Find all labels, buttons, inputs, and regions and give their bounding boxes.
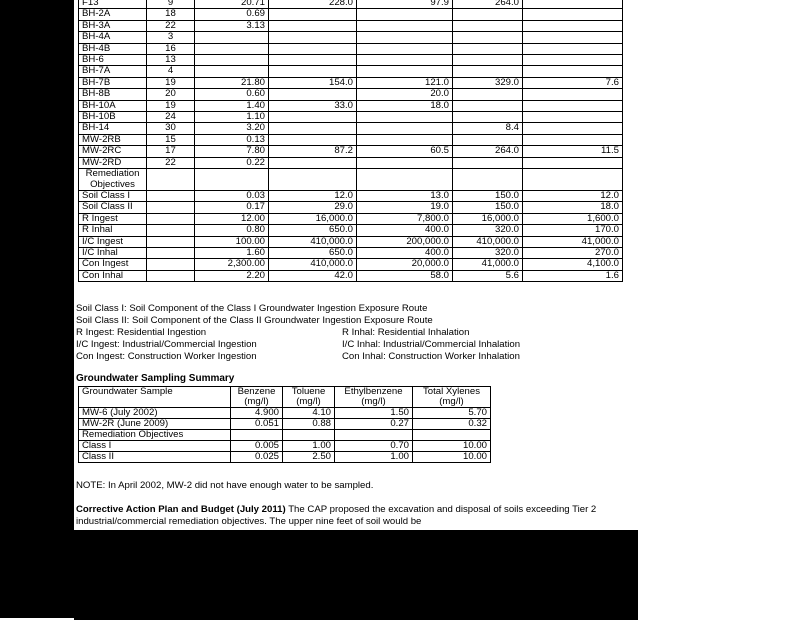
table-cell: 10.00: [413, 452, 491, 463]
header-cell: Total Xylenes (mg/l): [413, 387, 491, 408]
scan-border-left: [0, 0, 74, 618]
remediation-objectives-row: [79, 169, 623, 191]
table-cell: 0.32: [413, 419, 491, 430]
table-cell: [523, 123, 623, 134]
table-cell: 170.0: [523, 225, 623, 236]
table-cell: 4: [147, 66, 195, 77]
objective-row: [79, 190, 623, 201]
table-cell: [453, 32, 523, 43]
table-cell: [453, 169, 523, 191]
table-cell: R Ingest: [79, 213, 147, 224]
table-cell: 121.0: [357, 77, 453, 88]
objective-row: [79, 213, 623, 224]
table-cell: [453, 9, 523, 20]
table-cell: [523, 100, 623, 111]
table-cell: [357, 157, 453, 168]
objective-row: [79, 202, 623, 213]
soil-sample-row: [79, 157, 623, 168]
table-cell: 8.4: [453, 123, 523, 134]
table-cell: 2,300.00: [195, 259, 269, 270]
table-cell: 400.0: [357, 225, 453, 236]
table-cell: [523, 9, 623, 20]
table-cell: 5.6: [453, 270, 523, 281]
table-cell: [335, 430, 413, 441]
table-cell: BH-6: [79, 55, 147, 66]
cap-title: Corrective Action Plan and Budget (July 2011): [76, 504, 286, 515]
table-cell: [523, 0, 623, 9]
table-cell: 42.0: [269, 270, 357, 281]
table-cell: 20,000.0: [357, 259, 453, 270]
table-cell: 0.70: [335, 441, 413, 452]
soil-sample-row: [79, 0, 623, 9]
soil-sample-row: [79, 89, 623, 100]
table-cell: 20.0: [357, 89, 453, 100]
table-cell: 12.0: [269, 190, 357, 201]
groundwater-row: [79, 441, 491, 452]
table-cell: F13: [79, 0, 147, 9]
table-cell: [357, 20, 453, 31]
table-cell: 1.00: [283, 441, 335, 452]
table-cell: 18.0: [523, 202, 623, 213]
table-cell: 270.0: [523, 247, 623, 258]
table-cell: [269, 43, 357, 54]
legend-line: I/C Inhal: Industrial/Commercial Inhalation: [342, 339, 521, 350]
table-cell: Soil Class II: [79, 202, 147, 213]
table-cell: BH-3A: [79, 20, 147, 31]
table-cell: [357, 123, 453, 134]
cap-text: The CAP proposed the excavation and disposal of soils exceeding Tier 2 industrial/commercial remediation objectives. The upper nine feet of soil would be: [76, 504, 597, 527]
table-cell: 0.005: [231, 441, 283, 452]
table-cell: [147, 225, 195, 236]
table-cell: [523, 89, 623, 100]
objective-row: [79, 259, 623, 270]
table-cell: 20.71: [195, 0, 269, 9]
note-text: NOTE: In April 2002, MW-2 did not have enough water to be sampled.: [76, 480, 374, 491]
soil-sample-row: [79, 66, 623, 77]
table-cell: 19: [147, 100, 195, 111]
legend-line: R Ingest: Residential Ingestion: [76, 327, 207, 338]
table-cell: 24: [147, 112, 195, 123]
legend-line: Con Inhal: Construction Worker Inhalation: [342, 351, 520, 362]
table-cell: [453, 43, 523, 54]
table-cell: [523, 20, 623, 31]
table-cell: [269, 9, 357, 20]
table-cell: [195, 55, 269, 66]
table-cell: 41,000.0: [453, 259, 523, 270]
table-cell: 18: [147, 9, 195, 20]
table-cell: Remediation Objectives: [79, 430, 231, 441]
soil-sample-row: [79, 55, 623, 66]
table-cell: [357, 9, 453, 20]
table-cell: 0.03: [195, 190, 269, 201]
table-cell: 10.00: [413, 441, 491, 452]
table-cell: [269, 20, 357, 31]
table-cell: Con Inhal: [79, 270, 147, 281]
table-cell: [147, 259, 195, 270]
table-cell: [195, 43, 269, 54]
table-cell: 400.0: [357, 247, 453, 258]
table-cell: MW-2RC: [79, 146, 147, 157]
table-cell: 11.5: [523, 146, 623, 157]
objective-row: [79, 236, 623, 247]
soil-sample-row: [79, 100, 623, 111]
table-cell: 13.0: [357, 190, 453, 201]
table-cell: BH-7A: [79, 66, 147, 77]
table-cell: [269, 123, 357, 134]
table-cell: 410,000.0: [269, 236, 357, 247]
table-cell: [269, 112, 357, 123]
legend-line: Con Ingest: Construction Worker Ingestion: [76, 351, 257, 362]
soil-sample-row: [79, 77, 623, 88]
table-cell: 200,000.0: [357, 236, 453, 247]
table-cell: 320.0: [453, 247, 523, 258]
table-cell: 60.5: [357, 146, 453, 157]
table-cell: Class I: [79, 441, 231, 452]
table-cell: [523, 169, 623, 191]
table-cell: [357, 55, 453, 66]
table-cell: [523, 55, 623, 66]
table-cell: [269, 169, 357, 191]
table-cell: [357, 66, 453, 77]
table-cell: 100.00: [195, 236, 269, 247]
table-cell: [269, 134, 357, 145]
table-cell: 1.6: [523, 270, 623, 281]
soil-sample-row: [79, 134, 623, 145]
table-cell: [523, 66, 623, 77]
table-cell: [269, 66, 357, 77]
header-cell: Ethylbenzene (mg/l): [335, 387, 413, 408]
table-cell: [357, 134, 453, 145]
table-cell: [357, 169, 453, 191]
table-cell: 30: [147, 123, 195, 134]
table-cell: 5.70: [413, 408, 491, 419]
table-cell: [357, 32, 453, 43]
soil-sampling-table: [78, 0, 623, 282]
table-cell: [283, 430, 335, 441]
table-cell: [147, 236, 195, 247]
table-cell: BH-10B: [79, 112, 147, 123]
table-cell: 16,000.0: [453, 213, 523, 224]
table-cell: [147, 247, 195, 258]
table-cell: I/C Inhal: [79, 247, 147, 258]
objective-row: [79, 270, 623, 281]
table-cell: 0.025: [231, 452, 283, 463]
table-cell: 41,000.0: [523, 236, 623, 247]
table-cell: 1,600.0: [523, 213, 623, 224]
table-cell: [523, 134, 623, 145]
table-cell: R Inhal: [79, 225, 147, 236]
table-cell: 410,000.0: [269, 259, 357, 270]
table-cell: 154.0: [269, 77, 357, 88]
table-cell: [523, 112, 623, 123]
table-cell: 650.0: [269, 225, 357, 236]
table-cell: BH-8B: [79, 89, 147, 100]
soil-sample-row: [79, 20, 623, 31]
table-cell: BH-2A: [79, 9, 147, 20]
table-cell: [523, 43, 623, 54]
table-cell: BH-14: [79, 123, 147, 134]
table-cell: 97.9: [357, 0, 453, 9]
table-cell: [147, 213, 195, 224]
soil-sample-row: [79, 32, 623, 43]
table-cell: 87.2: [269, 146, 357, 157]
table-cell: 0.69: [195, 9, 269, 20]
legend-line: Soil Class I: Soil Component of the Class I Groundwater Ingestion Exposure Route: [76, 303, 428, 314]
soil-sample-row: [79, 9, 623, 20]
objective-row: [79, 247, 623, 258]
header-cell: Groundwater Sample: [79, 387, 231, 408]
table-cell: 0.88: [283, 419, 335, 430]
table-cell: 0.27: [335, 419, 413, 430]
table-cell: 12.00: [195, 213, 269, 224]
table-cell: 3.20: [195, 123, 269, 134]
soil-sample-row: [79, 123, 623, 134]
table-cell: [453, 66, 523, 77]
table-cell: [147, 190, 195, 201]
table-cell: 33.0: [269, 100, 357, 111]
header-cell: Toluene (mg/l): [283, 387, 335, 408]
table-cell: [413, 430, 491, 441]
document-page: [74, 0, 638, 530]
table-cell: 13: [147, 55, 195, 66]
table-cell: 0.22: [195, 157, 269, 168]
soil-sample-row: [79, 146, 623, 157]
table-cell: 16,000.0: [269, 213, 357, 224]
table-cell: 0.13: [195, 134, 269, 145]
table-cell: 22: [147, 20, 195, 31]
table-cell: BH-10A: [79, 100, 147, 111]
table-cell: Class II: [79, 452, 231, 463]
table-cell: 4.10: [283, 408, 335, 419]
table-cell: BH-4B: [79, 43, 147, 54]
table-cell: [523, 32, 623, 43]
table-cell: 3.13: [195, 20, 269, 31]
table-cell: 264.0: [453, 146, 523, 157]
table-cell: 17: [147, 146, 195, 157]
table-cell: [523, 157, 623, 168]
table-cell: [195, 169, 269, 191]
table-cell: 7.6: [523, 77, 623, 88]
table-cell: [231, 430, 283, 441]
table-cell: 4.900: [231, 408, 283, 419]
table-cell: 329.0: [453, 77, 523, 88]
table-cell: 264.0: [453, 0, 523, 9]
table-cell: 228.0: [269, 0, 357, 9]
table-cell: [195, 66, 269, 77]
groundwater-row: [79, 430, 491, 441]
table-cell: [453, 112, 523, 123]
table-cell: MW-6 (July 2002): [79, 408, 231, 419]
table-cell: [269, 89, 357, 100]
table-cell: 2.50: [283, 452, 335, 463]
table-cell: 0.17: [195, 202, 269, 213]
table-cell: 1.50: [335, 408, 413, 419]
table-cell: [453, 20, 523, 31]
header-cell: Benzene (mg/l): [231, 387, 283, 408]
table-cell: BH-4A: [79, 32, 147, 43]
table-cell: 0.051: [231, 419, 283, 430]
table-cell: [147, 169, 195, 191]
table-cell: 0.80: [195, 225, 269, 236]
table-cell: 19: [147, 77, 195, 88]
table-cell: [453, 89, 523, 100]
table-cell: BH-7B: [79, 77, 147, 88]
table-cell: 19.0: [357, 202, 453, 213]
table-cell: 0.60: [195, 89, 269, 100]
table-cell: 58.0: [357, 270, 453, 281]
table-cell: 410,000.0: [453, 236, 523, 247]
table-cell: 650.0: [269, 247, 357, 258]
table-cell: [357, 43, 453, 54]
table-cell: MW-2RD: [79, 157, 147, 168]
table-cell: 320.0: [453, 225, 523, 236]
legend-line: R Inhal: Residential Inhalation: [342, 327, 470, 338]
table-cell: 7.80: [195, 146, 269, 157]
groundwater-heading: Groundwater Sampling Summary: [76, 373, 235, 384]
groundwater-table: [78, 386, 491, 463]
cap-paragraph: [76, 504, 636, 528]
table-cell: 18.0: [357, 100, 453, 111]
table-cell: [357, 112, 453, 123]
table-cell: [147, 270, 195, 281]
legend-line: I/C Ingest: Industrial/Commercial Ingestion: [76, 339, 257, 350]
groundwater-row: [79, 452, 491, 463]
groundwater-row: [79, 419, 491, 430]
table-cell: 2.20: [195, 270, 269, 281]
table-cell: Con Ingest: [79, 259, 147, 270]
legend-line: Soil Class II: Soil Component of the Class II Groundwater Ingestion Exposure Route: [76, 315, 433, 326]
table-cell: 21.80: [195, 77, 269, 88]
table-cell: 1.10: [195, 112, 269, 123]
table-cell: 9: [147, 0, 195, 9]
table-cell: 150.0: [453, 202, 523, 213]
table-cell: [147, 202, 195, 213]
objective-row: [79, 225, 623, 236]
table-cell: 1.60: [195, 247, 269, 258]
table-cell: 22: [147, 157, 195, 168]
abbreviation-legend: [76, 303, 521, 363]
table-cell: MW-2R (June 2009): [79, 419, 231, 430]
table-cell: [453, 100, 523, 111]
table-cell: 1.40: [195, 100, 269, 111]
table-cell: [195, 32, 269, 43]
table-cell: I/C Ingest: [79, 236, 147, 247]
remediation-label: Remediation Objectives: [79, 169, 147, 191]
soil-sample-row: [79, 112, 623, 123]
table-cell: [453, 134, 523, 145]
table-cell: 16: [147, 43, 195, 54]
table-cell: 7,800.0: [357, 213, 453, 224]
scan-border-bottom: [74, 530, 638, 620]
table-cell: [269, 157, 357, 168]
table-cell: 29.0: [269, 202, 357, 213]
table-cell: Soil Class I: [79, 190, 147, 201]
table-cell: [453, 55, 523, 66]
table-cell: [269, 32, 357, 43]
soil-sample-row: [79, 43, 623, 54]
groundwater-header-row: [79, 387, 491, 408]
groundwater-row: [79, 408, 491, 419]
table-cell: 20: [147, 89, 195, 100]
table-cell: [269, 55, 357, 66]
table-cell: 12.0: [523, 190, 623, 201]
table-cell: 15: [147, 134, 195, 145]
table-cell: 3: [147, 32, 195, 43]
table-cell: MW-2RB: [79, 134, 147, 145]
table-cell: [453, 157, 523, 168]
table-cell: 1.00: [335, 452, 413, 463]
table-cell: 150.0: [453, 190, 523, 201]
table-cell: 4,100.0: [523, 259, 623, 270]
